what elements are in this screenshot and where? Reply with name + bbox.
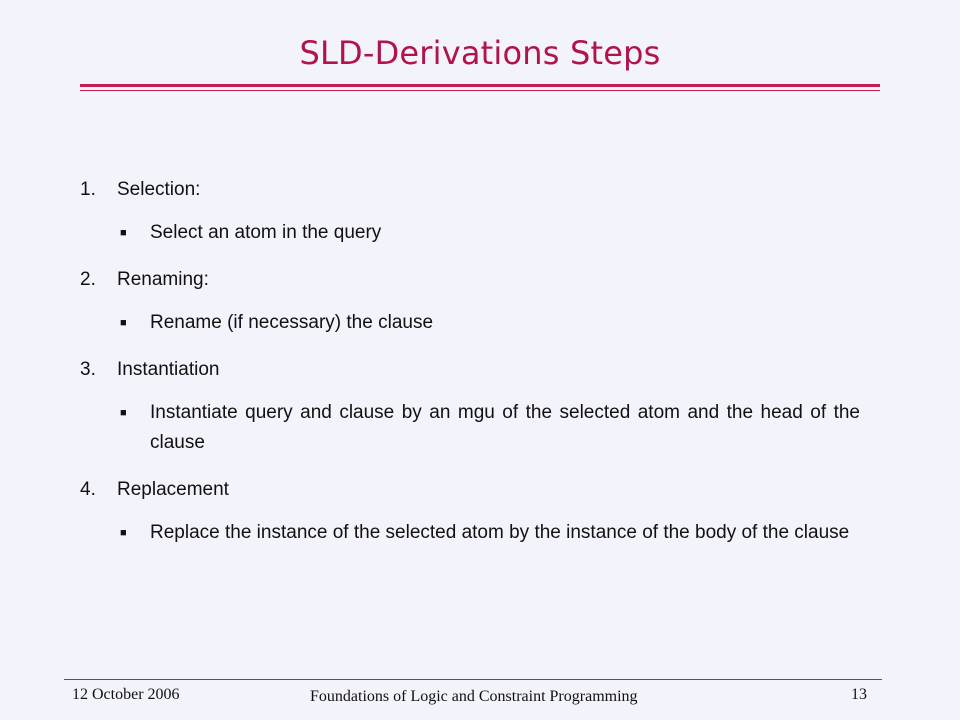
step-detail: Instantiate query and clause by an mgu of the selected atom and the head of the clause bbox=[150, 402, 860, 453]
step-list bbox=[80, 178, 860, 568]
step-item bbox=[80, 268, 860, 338]
step-number: 4. bbox=[80, 479, 96, 500]
step-item bbox=[80, 178, 860, 248]
bullet-square-icon: ■ bbox=[120, 407, 127, 419]
step-detail: Rename (if necessary) the clause bbox=[150, 312, 434, 333]
step-item bbox=[80, 478, 860, 548]
bullet-square-icon: ■ bbox=[120, 227, 127, 239]
step-detail: Replace the instance of the selected atom by the instance of the body of the clause bbox=[150, 522, 850, 543]
bullet-square-icon: ■ bbox=[120, 527, 127, 539]
footer-page-number: 13 bbox=[851, 686, 867, 703]
title-rule-thick bbox=[80, 84, 880, 87]
step-heading: Selection: bbox=[117, 179, 201, 200]
footer-rule bbox=[64, 679, 882, 680]
step-heading: Renaming: bbox=[117, 269, 209, 290]
step-number: 1. bbox=[80, 179, 96, 200]
step-heading: Instantiation bbox=[117, 359, 220, 380]
slide-title: SLD-Derivations Steps bbox=[299, 34, 661, 72]
step-number: 2. bbox=[80, 269, 96, 290]
step-number: 3. bbox=[80, 359, 96, 380]
step-heading: Replacement bbox=[117, 479, 229, 500]
bullet-square-icon: ■ bbox=[120, 317, 127, 329]
title-rule-thin bbox=[80, 90, 880, 91]
footer-course: Foundations of Logic and Constraint Programming bbox=[310, 688, 638, 705]
step-item bbox=[80, 358, 860, 458]
step-detail: Select an atom in the query bbox=[150, 222, 382, 243]
footer-date: 12 October 2006 bbox=[72, 686, 180, 703]
